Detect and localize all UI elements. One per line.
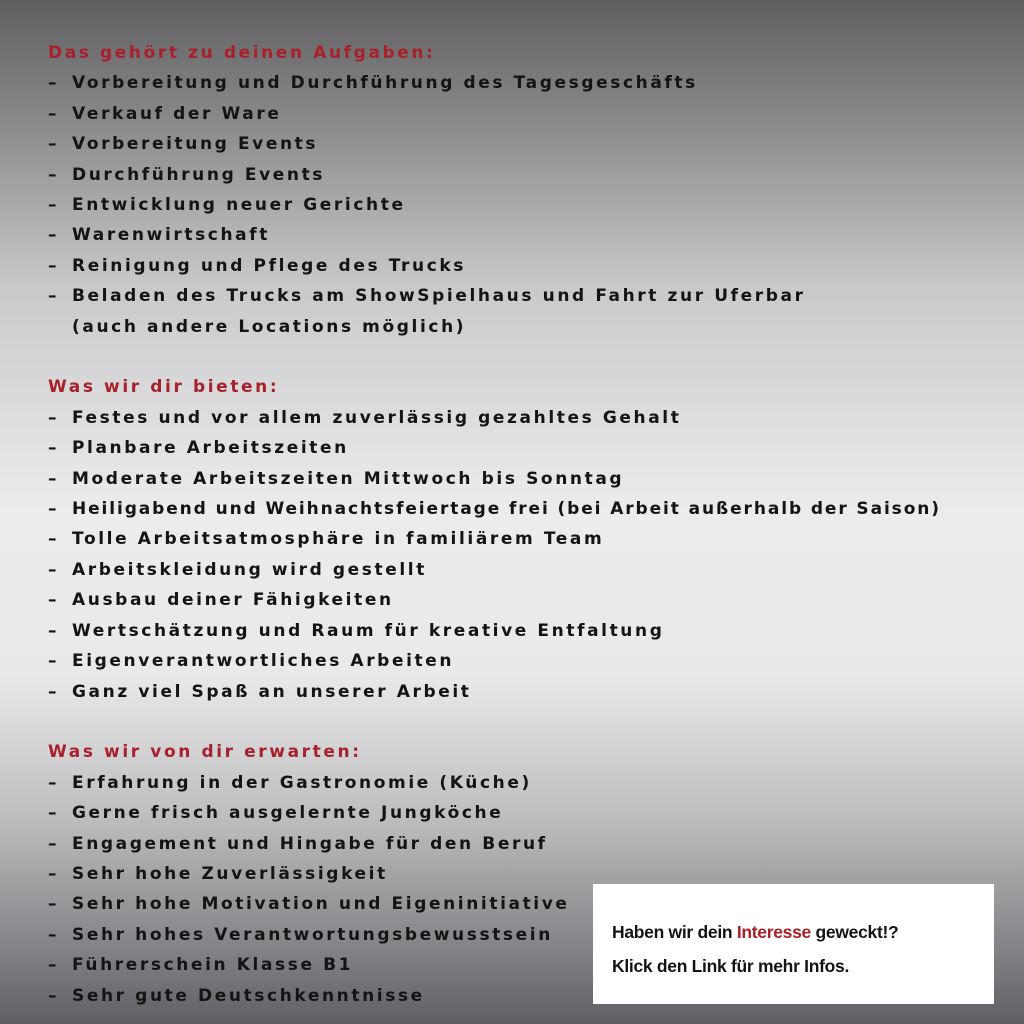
list-item [48,768,1008,798]
list-item [48,677,1008,707]
dash-bullet: – [48,894,60,915]
section-heading-tasks: Das gehört zu deinen Aufgaben: [48,43,436,63]
list-item-text: Heiligabend und Weihnachtsfeiertage frei (bei Arbeit außerhalb der Saison) [72,499,941,520]
dash-bullet: – [48,255,60,276]
list-item [48,251,1008,281]
dash-bullet: – [48,833,60,854]
dash-bullet: – [48,559,60,580]
dash-bullet: – [48,924,60,945]
cta-line-interest [612,915,994,949]
dash-bullet: – [48,985,60,1006]
list-item [48,160,1008,190]
list-item [48,220,1008,250]
dash-bullet: – [48,590,60,611]
list-item-text: Sehr hohes Verantwortungsbewusstsein [72,924,553,945]
list-item-text: Durchführung Events [72,164,326,185]
list-item-text: Sehr hohe Motivation und Eigeninitiative [72,894,570,915]
dash-bullet: – [48,286,60,307]
offer-list [48,403,1008,707]
list-item-text: Sehr gute Deutschkenntnisse [72,985,425,1006]
list-item [48,585,1008,615]
cta-box[interactable] [593,884,994,1004]
list-item-text: Ganz viel Spaß an unserer Arbeit [72,681,472,702]
dash-bullet: – [48,468,60,489]
list-item-text: Wertschätzung und Raum für kreative Entfaltung [72,620,665,641]
cta-accent-text: Interesse [736,922,811,942]
list-item [48,646,1008,676]
list-item-text: Reinigung und Pflege des Trucks [72,255,467,276]
list-item-text: Vorbereitung und Durchführung des Tagesgeschäfts [72,73,698,94]
list-item-text: Arbeitskleidung wird gestellt [72,559,427,580]
dash-bullet: – [48,103,60,124]
job-posting-content [48,38,1008,1011]
tasks-list [48,68,1008,342]
list-item [48,190,1008,220]
cta-text: geweckt!? [810,922,899,942]
dash-bullet: – [48,499,59,520]
dash-bullet: – [48,681,60,702]
list-item [48,403,1008,433]
list-item-text: Eigenverantwortliches Arbeiten [72,651,455,672]
list-item [48,798,1008,828]
list-item-text: Verkauf der Ware [72,103,282,124]
dash-bullet: – [48,863,60,884]
dash-bullet: – [48,955,60,976]
cta-line-link[interactable]: Klick den Link für mehr Infos. [612,956,850,976]
dash-bullet: – [48,620,60,641]
list-item [48,616,1008,646]
dash-bullet: – [48,529,60,550]
list-item-text: Ausbau deiner Fähigkeiten [72,590,394,611]
dash-bullet: – [48,134,60,155]
list-item [48,829,1008,859]
list-item-text: Entwicklung neuer Gerichte [72,195,406,216]
list-item [48,464,1008,494]
list-item [48,99,1008,129]
list-item [48,281,1008,311]
dash-bullet: – [48,438,60,459]
list-item [48,494,1008,524]
list-item-continuation [48,312,1008,342]
list-item-text: Vorbereitung Events [72,134,319,155]
list-item-text: Führerschein Klasse B1 [72,955,354,976]
list-item [48,555,1008,585]
list-item-text: Beladen des Trucks am ShowSpielhaus und Fahrt zur Uferbar [72,286,806,307]
list-item [48,68,1008,98]
list-item-text: Gerne frisch ausgelernte Jungköche [72,803,504,824]
list-item-text: Festes und vor allem zuverlässig gezahltes Gehalt [72,407,682,428]
list-item-text: Planbare Arbeitszeiten [72,438,349,459]
list-item [48,433,1008,463]
list-item-text: Erfahrung in der Gastronomie (Küche) [72,772,532,793]
cta-text: Haben wir dein [612,922,737,942]
list-item-text: Engagement und Hingabe für den Beruf [72,833,548,854]
dash-bullet: – [48,225,60,246]
list-item-text: Moderate Arbeitszeiten Mittwoch bis Sonntag [72,468,625,489]
list-item-text: Sehr hohe Zuverlässigkeit [72,863,388,884]
section-heading-requirements: Was wir von dir erwarten: [48,742,362,763]
dash-bullet: – [48,195,60,216]
dash-bullet: – [48,164,60,185]
dash-bullet: – [48,73,60,94]
list-item-text: (auch andere Locations möglich) [72,316,467,337]
list-item [48,524,1008,554]
dash-bullet: – [48,803,60,824]
list-item-text: Warenwirtschaft [72,225,270,246]
list-item-text: Tolle Arbeitsatmosphäre in familiärem Team [72,529,605,550]
dash-bullet: – [48,772,60,793]
section-spacer [48,342,1008,372]
list-item [48,129,1008,159]
section-spacer [48,707,1008,737]
section-heading-offer: Was wir dir bieten: [48,377,280,398]
dash-bullet: – [48,407,60,428]
dash-bullet: – [48,651,60,672]
